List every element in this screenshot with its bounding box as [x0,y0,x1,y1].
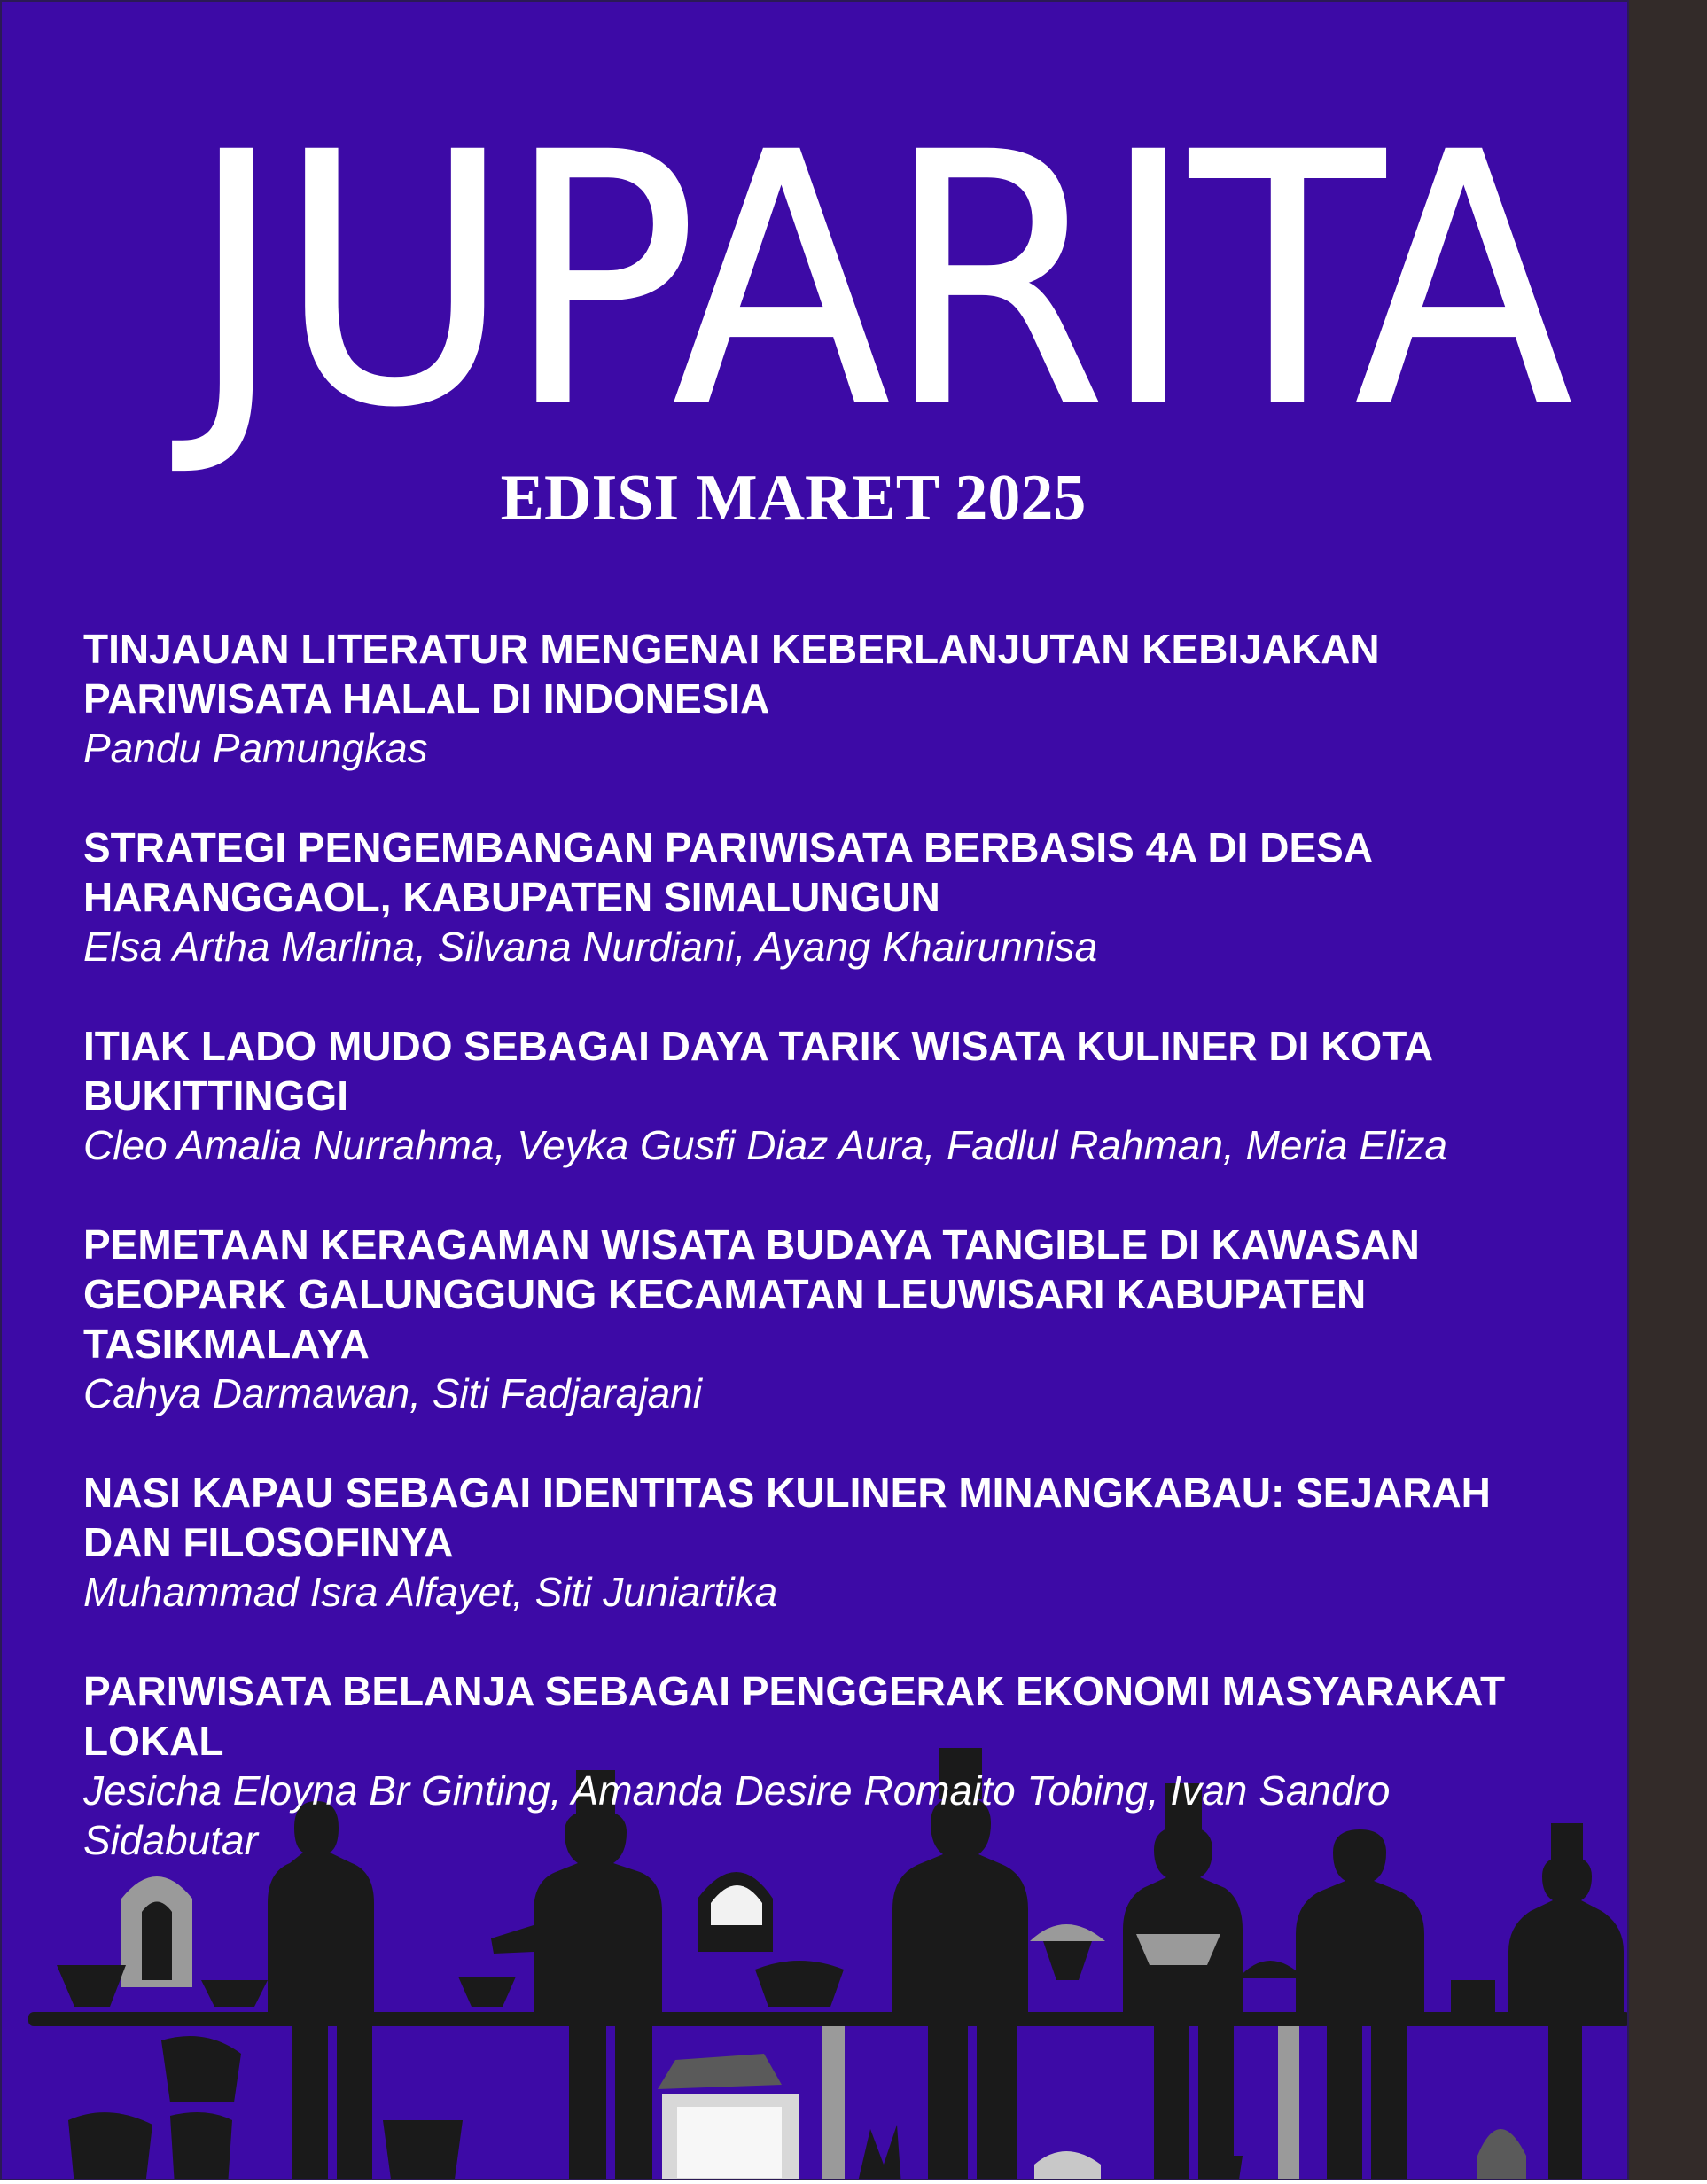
edition-label: EDISI MARET 2025 [500,462,1087,534]
article-entry [83,1220,1572,1418]
article-title: ITIAK LADO MUDO SEBAGAI DAYA TARIK WISATA KULINER DI KOTA BUKITTINGGI [83,1023,1432,1119]
bowl-silhouette [201,1980,268,2007]
pot-silhouette [170,2112,232,2180]
leg-silhouette [1154,2026,1189,2180]
pot-silhouette [161,2036,241,2102]
leg-silhouette [1371,2026,1407,2180]
lid-silhouette [658,2054,782,2089]
article-authors: Cahya Darmawan, Siti Fadjarajani [83,1370,702,1416]
pot-silhouette [1034,2151,1101,2180]
crate-inner [677,2107,782,2178]
leg-silhouette [292,2026,328,2180]
article-title: STRATEGI PENGEMBANGAN PARIWISATA BERBASIS 4A DI DESA HARANGGAOL, KABUPATEN SIMALUNGUN [83,824,1372,920]
article-authors: Muhammad Isra Alfayet, Siti Juniartika [83,1569,778,1615]
leg-silhouette [615,2026,652,2180]
article-authors: Elsa Artha Marlina, Silvana Nurdiani, Ayang Khairunnisa [83,924,1098,970]
article-entry [83,624,1572,773]
article-entry [83,823,1572,971]
article-entry [83,1666,1572,1865]
dome-pot [1030,1924,1105,1941]
gray-bowl [1136,1934,1220,1965]
pot-silhouette [1216,2156,1243,2180]
leg-silhouette [569,2026,606,2180]
article-authors: Jesicha Eloyna Br Ginting, Amanda Desire Romaito Tobing, Ivan Sandro Sidabutar [83,1767,1391,1863]
bowl-silhouette [458,1977,516,2007]
vase-silhouette [1477,2129,1526,2180]
dome-pot [1238,1961,1305,1978]
bowl-silhouette [755,1961,844,2007]
bowl-silhouette [57,1965,126,2007]
pot-silhouette [383,2120,463,2180]
article-title: TINJAUAN LITERATUR MENGENAI KEBERLANJUTAN KEBIJAKAN PARIWISATA HALAL DI INDONESIA [83,626,1380,722]
journal-title: JUPARITA [189,80,1568,482]
article-title: NASI KAPAU SEBAGAI IDENTITAS KULINER MINANGKABAU: SEJARAH DAN FILOSOFINYA [83,1470,1491,1565]
leg-silhouette [1548,2026,1582,2180]
pole-silhouette [822,2026,845,2180]
leg-silhouette [977,2026,1017,2180]
pot-base [1043,1941,1092,1980]
table-counter [28,2012,1629,2026]
article-authors: Cleo Amalia Nurrahma, Veyka Gusfi Diaz Aura, Fadlul Rahman, Meria Eliza [83,1122,1448,1168]
pole-silhouette [1278,2026,1299,2180]
article-entry [83,1468,1572,1617]
pot-silhouette [68,2112,152,2180]
article-title: PEMETAAN KERAGAMAN WISATA BUDAYA TANGIBLE DI KAWASAN GEOPARK GALUNGGUNG KECAMATAN LEUWISARI KABUPATEN TASIKMALAYA [83,1221,1420,1367]
leg-silhouette [1327,2026,1362,2180]
article-title: PARIWISATA BELANJA SEBAGAI PENGGERAK EKONOMI MASYARAKAT LOKAL [83,1668,1506,1764]
table-of-contents [83,624,1572,1915]
cover-spine [1629,0,1707,2180]
leg-silhouette [928,2026,968,2180]
article-authors: Pandu Pamungkas [83,725,428,771]
leg-silhouette [337,2026,372,2180]
box-silhouette [1451,1980,1495,2012]
article-entry [83,1021,1572,1170]
plant-silhouette [857,2125,901,2180]
